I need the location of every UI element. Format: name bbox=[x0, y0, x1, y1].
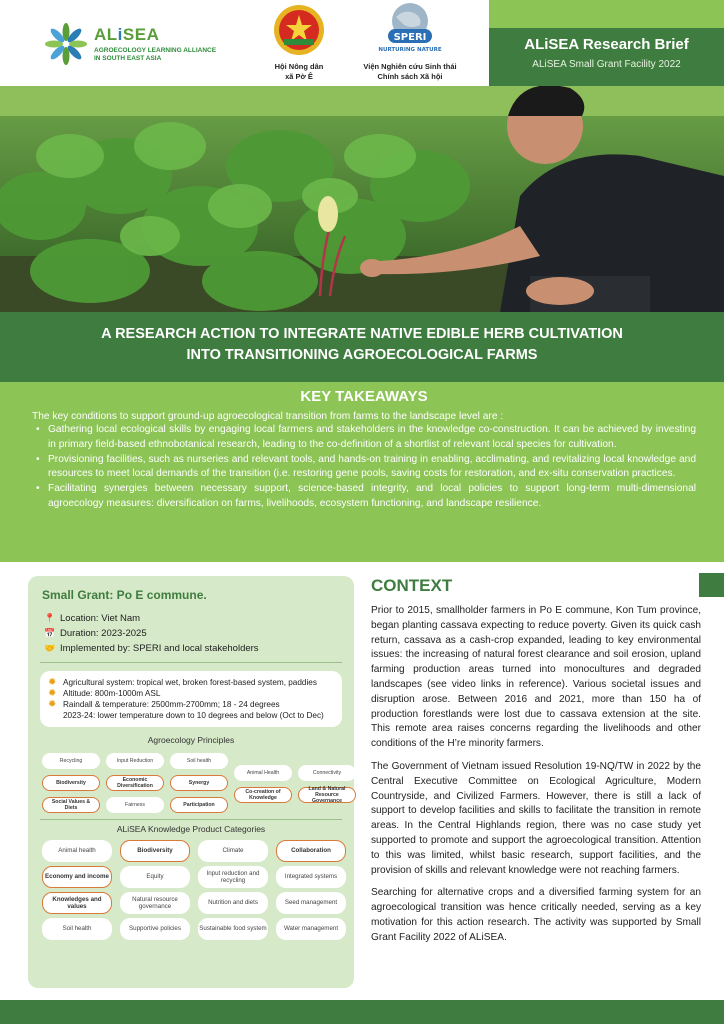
category-chip: Soil health bbox=[42, 918, 112, 940]
principle-chip: Input Reduction bbox=[106, 753, 164, 769]
context-accent-square bbox=[699, 573, 724, 597]
key-takeaways-heading: KEY TAKEAWAYS bbox=[300, 388, 428, 405]
globe-icon bbox=[374, 1, 446, 53]
principle-chip: Biodiversity bbox=[42, 775, 100, 791]
partner-logo-farmers-union[interactable] bbox=[268, 0, 330, 86]
category-chip: Equity bbox=[120, 866, 190, 888]
principles-heading: Agroecology Principles bbox=[147, 735, 235, 745]
research-brief-label bbox=[489, 0, 724, 86]
field-photo-illustration bbox=[0, 86, 724, 312]
context-heading: CONTEXT bbox=[371, 576, 453, 595]
grant-implemented: 🤝 Implemented by: SPERI and local stakeholders bbox=[44, 643, 259, 654]
category-chip: Biodiversity bbox=[120, 840, 190, 862]
categories-heading: ALiSEA Knowledge Product Categories bbox=[116, 824, 266, 834]
climate-line: ✹ Raindall & temperature: 2500mm-2700mm; 18 - 24 degrees bbox=[48, 699, 280, 710]
category-chip: Knowledges and values bbox=[42, 892, 112, 914]
climate-line: ✹ Altitude: 800m-1000m ASL bbox=[48, 688, 161, 699]
principle-chip: Economic Diversification bbox=[106, 775, 164, 791]
category-chip: Supportive policies bbox=[120, 918, 190, 940]
principle-chip: Connectivity bbox=[298, 765, 356, 781]
brief-title-block bbox=[489, 28, 724, 86]
small-grant-title: Small Grant: Po E commune. bbox=[42, 588, 207, 602]
brief-accent-bar bbox=[489, 0, 724, 28]
sun-icon: ✹ bbox=[48, 699, 57, 710]
list-item: • Facilitating synergies between necessary support, science-based integrity, and local policies to support long-term multi-dimensional agroecology measures: diversification on farms, livelihoods, ecosystem functioning, and landscape resilience. bbox=[32, 482, 696, 512]
principle-chip: Land & Natural Resource Governance bbox=[298, 787, 356, 803]
svg-text:NURTURING NATURE: NURTURING NATURE bbox=[378, 47, 442, 53]
category-chip: Natural resource governance bbox=[120, 892, 190, 914]
header bbox=[0, 0, 724, 86]
category-chip: Economy and income bbox=[42, 866, 112, 888]
key-takeaways-section bbox=[0, 382, 724, 562]
list-item: • Provisioning facilities, such as nurseries and relevant tools, and hands-on training in enabling, acclimating, and revitalizing local knowledge and resources to meet local demands of the transition (i.e. restoring gene pools, saving costs for restoration, and ex-situ conservation practices. bbox=[32, 453, 696, 483]
principle-chip: Participation bbox=[170, 797, 228, 813]
category-chip: Sustainable food system bbox=[198, 918, 268, 940]
partner-logo-speri[interactable] bbox=[360, 0, 460, 86]
principle-chip: Co-creation of Knowledge bbox=[234, 787, 292, 803]
category-chip: Climate bbox=[198, 840, 268, 862]
principle-chip: Fairness bbox=[106, 797, 164, 813]
hero-photo bbox=[0, 86, 724, 312]
key-takeaways-intro: The key conditions to support ground-up agroecological transition from farms to the landscape level are : bbox=[32, 411, 504, 422]
brief-title: ALiSEA Research Brief bbox=[524, 36, 689, 53]
handshake-icon: 🤝 bbox=[44, 643, 56, 653]
category-chip: Collaboration bbox=[276, 840, 346, 862]
partner1-name: Hội Nông dân xã Pờ Ê bbox=[274, 62, 324, 81]
emblem-icon bbox=[272, 3, 326, 57]
category-chip: Input reduction and recycling bbox=[198, 866, 268, 888]
divider bbox=[40, 662, 342, 663]
category-chip: Integrated systems bbox=[276, 866, 346, 888]
alisea-wordmark: ALiSEA bbox=[94, 25, 160, 44]
principles-grid bbox=[40, 751, 346, 833]
principle-chip: Synergy bbox=[170, 775, 228, 791]
partner2-name: Viện Nghiên cứu Sinh thái Chính sách Xã hội bbox=[363, 62, 457, 81]
context-paragraph: Searching for alternative crops and a diversified farming system for an agroecological transition was hence critically needed, serving as a key motivation for this action research. The activity was supported by Small Grant Facility 2022 of ALiSEA. bbox=[371, 887, 701, 943]
categories-grid bbox=[40, 840, 342, 952]
context-paragraph: The Government of Vietnam issued Resolution 19-NQ/TW in 2022 by the Central Executive Committee on Ecological Agriculture, Modern Countryside, and Civilized Farmers. However, there is still a lack of support to develop facilities and skills to facilitate the transition in remote areas. In the Central Highlands region, there was no case study yet supported to promote and support the agroecological transition. Attention to this was limited, whilst basic research, support facilities, and the provision of skills and relevant knowledge were not reaching farmers. bbox=[371, 760, 701, 876]
category-chip: Animal health bbox=[42, 840, 112, 862]
calendar-icon: 📅 bbox=[44, 628, 56, 638]
title-band bbox=[0, 312, 724, 382]
alisea-flower-icon bbox=[44, 22, 88, 66]
list-item: • Gathering local ecological skills by engaging local farmers and stakeholders in the knowledge co-construction. It can be achieved by investing in primary field-based ethnobotanical research, leading to the co-definition of a shortlist of relevant local species for cultivation. bbox=[32, 423, 696, 453]
context-section bbox=[371, 576, 701, 954]
alisea-logo[interactable] bbox=[44, 22, 216, 66]
category-chip: Water management bbox=[276, 918, 346, 940]
category-chip: Seed management bbox=[276, 892, 346, 914]
climate-info-box bbox=[40, 671, 342, 727]
svg-text:SPERI: SPERI bbox=[393, 32, 427, 43]
grant-location: 📍 Location: Viet Nam bbox=[44, 613, 141, 624]
principle-chip: Animal Health bbox=[234, 765, 292, 781]
alisea-tagline: AGROECOLOGY LEARNING ALLIANCE IN SOUTH EAST ASIA bbox=[94, 47, 217, 62]
map-pin-icon: 📍 bbox=[44, 613, 56, 623]
footer-band bbox=[0, 1000, 724, 1024]
climate-line: 2023-24: lower temperature down to 10 degrees and below (Oct to Dec) bbox=[63, 711, 324, 720]
principle-chip: Recycling bbox=[42, 753, 100, 769]
climate-line: ✹ Agricultural system: tropical wet, broken forest-based system, paddies bbox=[48, 677, 317, 688]
context-paragraph: Prior to 2015, smallholder farmers in Po E commune, Kon Tum province, began planting cassava expecting to reduce poverty. Given its quick cash return, cassava as a cash-crop expanded, leading to key environmental issues: the increasing of natural forest clearance and soil erosion, upland farming production areas turned into monocultures and degraded landscapes (see video links in reference). Various societal issues and disruption arose. Between 2016 and 2021, more than 150 ha of production forestlands were lost due to cassava extension at the site. This remote area raises concerns regarding the livelihoods and other conditions of the H’re minority farmers. bbox=[371, 605, 701, 750]
main-title: A RESEARCH ACTION TO INTEGRATE NATIVE EDIBLE HERB CULTIVATION INTO TRANSITIONING AGROECOLOGICAL FARMS bbox=[101, 326, 623, 363]
sun-icon: ✹ bbox=[48, 688, 57, 699]
category-chip: Nutrition and diets bbox=[198, 892, 268, 914]
sun-icon: ✹ bbox=[48, 677, 57, 688]
principle-chip: Social Values & Diets bbox=[42, 797, 100, 813]
key-takeaways-list bbox=[32, 423, 696, 512]
grant-duration: 📅 Duration: 2023-2025 bbox=[44, 628, 147, 639]
principle-chip: Soil health bbox=[170, 753, 228, 769]
brief-subtitle: ALiSEA Small Grant Facility 2022 bbox=[532, 59, 681, 70]
small-grant-panel bbox=[28, 576, 354, 988]
